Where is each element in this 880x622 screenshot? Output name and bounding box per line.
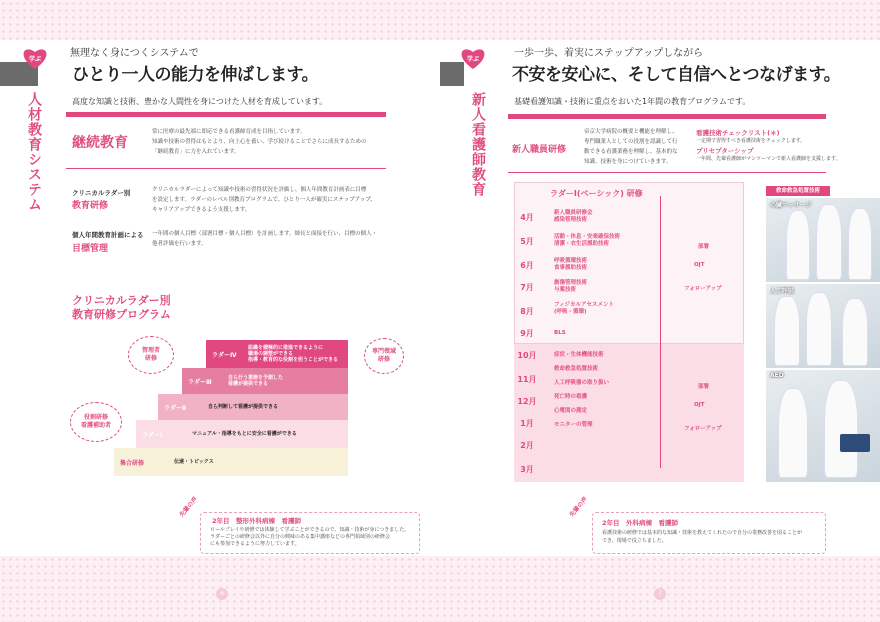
left-voice-text-1: ロールプレイや研修では体験して学ぶことができるので、知識・技術が身につきました。 [210, 527, 410, 533]
side-label: フォローアップ [684, 286, 722, 292]
clinical-label-1: クリニカルラダー別 [72, 189, 131, 197]
continuing-text-2: 知識や技術の習得はもとより、向上心を養い、学び続けることでさらに成長するための [152, 139, 367, 145]
photos-title: 救命救急処置技術 [766, 186, 830, 196]
month-label: 9月 [520, 329, 534, 338]
photo-label: 人工呼吸 [770, 288, 795, 295]
left-voice-text-2: ラダーごとの研修会以外に自分の興味のある集中講座などの専門領域別の研修会 [210, 534, 390, 540]
right-intro: 基礎看護知識・技術に重点をおいた1年間の教育プログラムです。 [514, 97, 751, 106]
photo-label: AED [770, 372, 784, 379]
bottom-pattern [0, 556, 880, 622]
schedule-item: モニターの管理 [554, 422, 593, 428]
schedule-item: フィジカルアセスメント (呼吸・循環) [554, 302, 615, 315]
left-voice-text-3: にも参加できるように努力しています。 [210, 541, 300, 547]
schedule-item: 人工呼吸器の取り扱い [554, 380, 610, 386]
continuing-text-1: 常に医療の最先端に即応できる看護師育成を目指しています。 [152, 129, 306, 135]
side-label: OJT [694, 262, 705, 268]
right-headline: 不安を安心に、そして自信へとつなげます。 [512, 65, 841, 85]
photo-cardiac-massage [766, 198, 880, 282]
top-pattern [0, 0, 880, 40]
goal-label-2: 目標管理 [72, 244, 109, 254]
left-intro: 高度な知識と技術、豊かな人間性を身につけた人材を育成しています。 [72, 97, 328, 106]
checklist-text: 一定期で習得すべき看護技術をチェックします。 [696, 138, 806, 144]
preceptor-text: 一年間、先輩看護師がマンツーマンで新人看護師を支援します。 [696, 156, 841, 162]
left-headline: ひとり一人の能力を伸ばします。 [68, 60, 322, 85]
badge-label: 学ぶ [28, 56, 41, 63]
month-label: 2月 [520, 441, 534, 450]
photo-label: 心臓マッサージ [770, 202, 812, 209]
right-badge-label: 学ぶ [466, 56, 479, 63]
schedule-bottom-block [514, 344, 744, 482]
month-label: 10月 [517, 351, 537, 360]
schedule-top-block [514, 182, 744, 344]
ladder-step-2: ラダーⅡ 自ら判断して看護が提供できる [158, 394, 348, 420]
clinical-text-3: キャリアアップできるよう支援します。 [152, 207, 251, 213]
month-label: 1月 [520, 419, 534, 428]
program-title-1: クリニカルラダー別 [72, 294, 171, 307]
side-label: 部署 [698, 244, 710, 250]
month-label: 5月 [520, 237, 534, 246]
schedule-item: 救命救急処置技術 [554, 366, 599, 372]
schedule-arrow [660, 196, 661, 468]
month-label: 3月 [520, 465, 534, 474]
ladder-step-4: ラダーⅣ 組織を積極的に推進できるように 職場の調整ができる 指導・教育的な役割を担うことができる [206, 340, 348, 368]
schedule-item: 症状・生体機能技術 [554, 352, 604, 358]
schedule-item: BLS [554, 330, 566, 336]
left-voice-tag: 先輩の声 [178, 495, 200, 519]
left-voice-who: 2年目 整形外科病棟 看護師 [212, 517, 302, 525]
right-voice-text-2: でき、現場で役立ちました。 [602, 538, 667, 544]
role-training-circle: 役割研修 看護補助者 [70, 402, 122, 442]
schedule-item: 活動・休息・安楽確保技術 清潔・衣生活援助技術 [554, 234, 621, 247]
schedule-item: 呼吸循環技術 食事援助技術 [554, 258, 588, 271]
month-label: 11月 [517, 375, 537, 384]
schedule-item: 心電図の測定 [554, 408, 588, 414]
month-label: 4月 [520, 213, 534, 222]
month-label: 7月 [520, 283, 534, 292]
side-label: 部署 [698, 384, 710, 390]
left-subtitle: 無理なく身につくシステムで [70, 48, 199, 59]
newcomer-text-2: 専門職業人としての役割を認識して行 [584, 139, 678, 145]
newcomer-text-4: 知識、技術を身につけていきます。 [584, 159, 672, 165]
schedule-item: 新人職員研修会 感染管理技術 [554, 210, 593, 223]
continuing-label: 継続教育 [72, 135, 128, 151]
clinical-text-2: を設定します。ラダーのレベル別教育プログラムで、ひとり一人が確実にステップアップ、 [152, 197, 376, 203]
goal-label-1: 個人年間教育計画による [72, 231, 144, 239]
side-label: OJT [694, 402, 705, 408]
right-page-number: 7 [654, 588, 666, 600]
continuing-text-3: 「継続教育」に力を入れています。 [152, 149, 240, 155]
right-vertical-title: 新人看護師教育 [470, 92, 486, 197]
side-label: フォローアップ [684, 426, 722, 432]
right-voice-tag: 先輩の声 [568, 495, 590, 519]
newcomer-text-1: 帝京大学病院の概要と機能を理解し、 [584, 129, 678, 135]
program-title-2: 教育研修プログラム [72, 308, 171, 321]
checklist-title: 看護技術チェックリスト(＊) [696, 129, 780, 137]
left-pink-rule [66, 112, 386, 117]
group-training-step: 集合研修 伝達・トピックス [114, 448, 348, 476]
goal-text-1: 一年間の個人目標（部署目標・個人目標）を計画します。師長と面接を行い、目標の個人・ [152, 231, 378, 237]
clinical-label-2: 教育研修 [72, 201, 109, 211]
newcomer-label: 新人職員研修 [512, 145, 567, 155]
left-page-number: 6 [216, 588, 228, 600]
specialist-training-circle: 専門領域 研修 [364, 338, 404, 374]
photo-artificial-respiration [766, 284, 880, 368]
newcomer-text-3: 動できる看護業務を理解し、基本的な [584, 149, 678, 155]
ladder-step-3: ラダーⅢ 自ら行う業務を予測した 看護が提供できる [182, 368, 348, 394]
month-label: 6月 [520, 261, 534, 270]
month-label: 8月 [520, 307, 534, 316]
schedule-item: 創傷管理技術 与薬技術 [554, 280, 588, 293]
right-voice-who: 2年目 外科病棟 看護師 [602, 519, 679, 527]
clinical-text-1: クリニカルラダーによって知識や技術の習得状況を評価し、個人年間教育計画表に目標 [152, 187, 367, 193]
left-vertical-title: 人材教育システム [26, 92, 42, 212]
preceptor-title: プリセプターシップ [696, 147, 754, 155]
aed-device [840, 434, 870, 452]
goal-text-2: 他者評価を行います。 [152, 241, 207, 247]
schedule-item: 死亡時の看護 [554, 394, 588, 400]
month-label: 12月 [517, 397, 537, 406]
ladder-step-1: ラダーⅠ マニュアル・指導をもとに安全に看護ができる [136, 420, 348, 448]
management-training-circle: 管理者 研修 [128, 336, 174, 374]
right-subtitle: 一歩一歩、着実にステップアップしながら [514, 48, 704, 59]
right-voice-text-1: 看護技術の研修では基本的な知識・技術を教えてくれたので自分の業務改善を図ることが [602, 530, 803, 536]
right-pink-rule [508, 114, 826, 119]
ladder-schedule-title: ラダーⅠ(ベーシック) 研修 [550, 189, 643, 198]
photo-aed [766, 370, 880, 482]
